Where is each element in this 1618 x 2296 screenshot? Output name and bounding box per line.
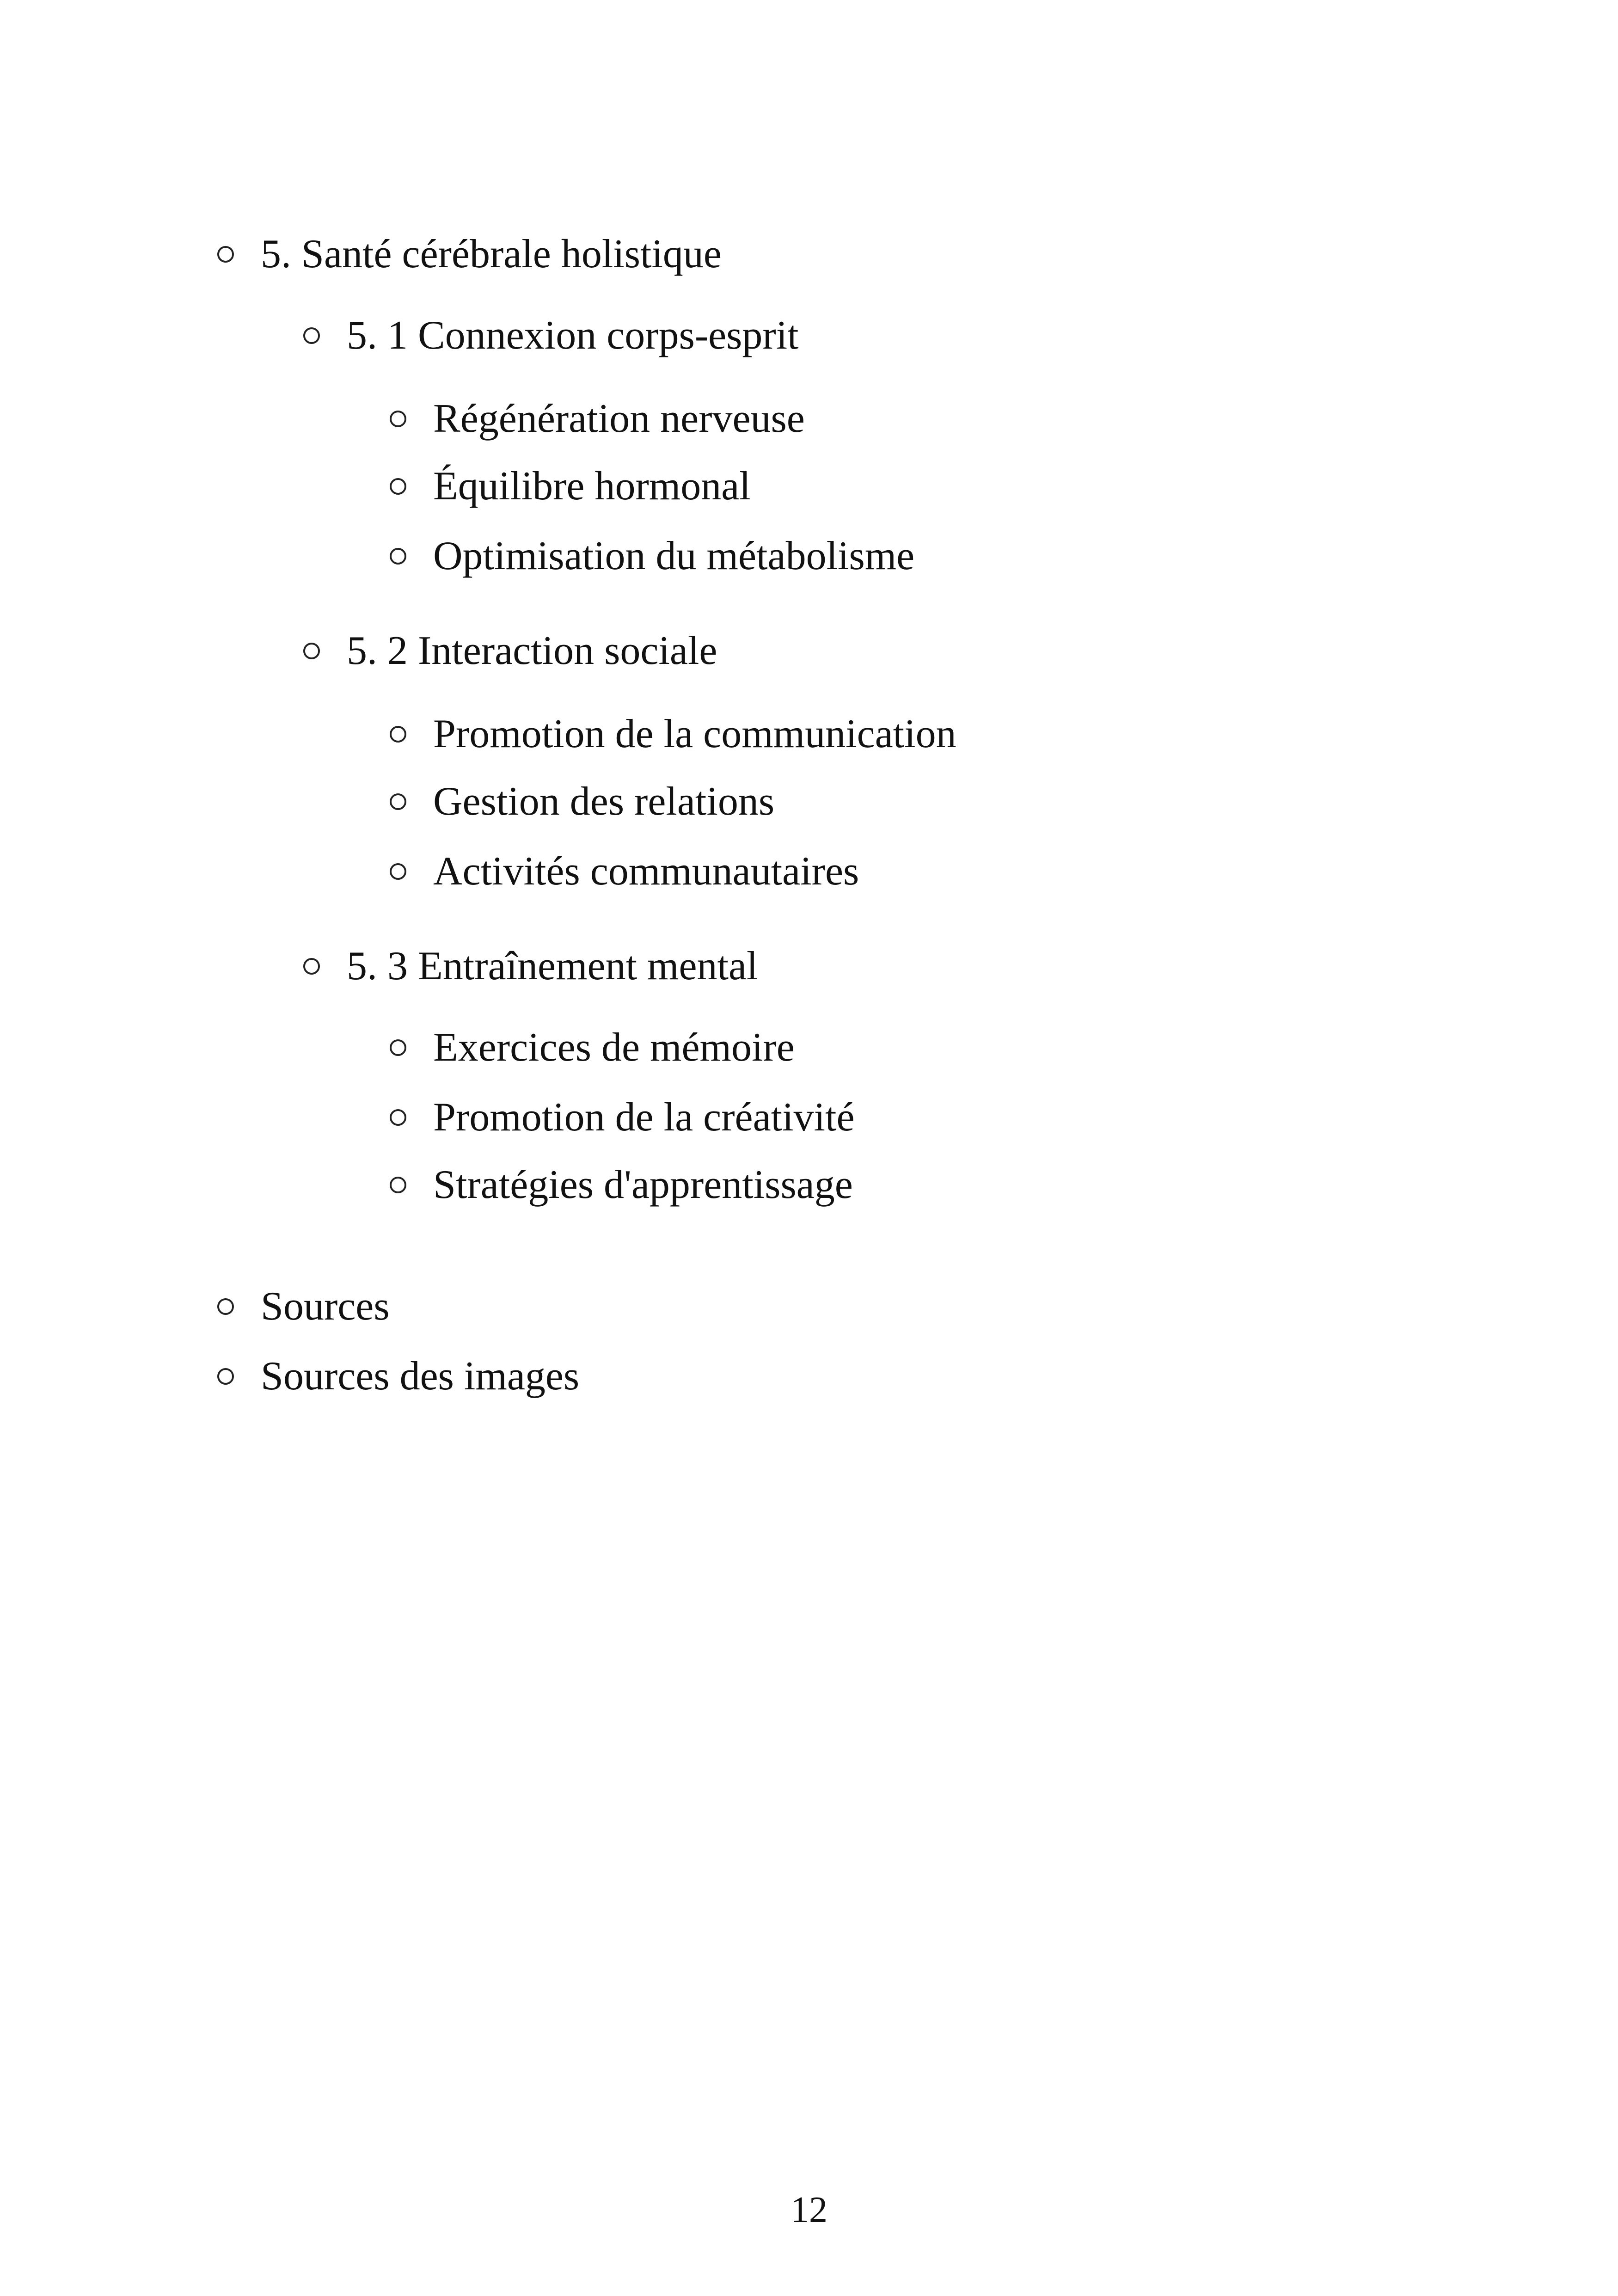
toc-item <box>390 1097 855 1138</box>
circle-bullet-icon <box>217 1298 234 1315</box>
circle-bullet-icon <box>303 958 320 975</box>
toc-item-label: 5. Santé cérébrale holistique <box>261 232 722 276</box>
toc-item-section-5-1 <box>303 315 799 356</box>
circle-bullet-icon <box>390 478 406 495</box>
toc-item-label: Exercices de mémoire <box>433 1025 795 1070</box>
toc-item <box>390 396 805 441</box>
circle-bullet-icon <box>390 1177 406 1193</box>
toc-item-label: 5. 1 Connexion corps-esprit <box>347 313 799 358</box>
toc-item-label: Activités communautaires <box>433 849 859 894</box>
circle-bullet-icon <box>390 726 406 743</box>
toc-item <box>390 781 774 822</box>
toc-item-label: Stratégies d'apprentissage <box>433 1162 853 1207</box>
toc-item-label: Promotion de la communication <box>433 712 956 756</box>
toc-item-section-5 <box>217 234 722 275</box>
toc-item <box>390 851 859 892</box>
toc-item-section-5-3 <box>303 946 758 987</box>
circle-bullet-icon <box>217 1368 234 1385</box>
circle-bullet-icon <box>390 793 406 810</box>
circle-bullet-icon <box>390 1039 406 1056</box>
toc-item-label: Équilibre hormonal <box>433 464 751 509</box>
page-number: 12 <box>791 2190 827 2230</box>
toc-item-section-5-2 <box>303 628 717 673</box>
toc-item-label: Sources des images <box>261 1354 580 1399</box>
circle-bullet-icon <box>303 643 320 659</box>
toc-item <box>390 714 956 755</box>
toc-item-label: Optimisation du métabolisme <box>433 534 915 578</box>
toc-item <box>390 466 751 507</box>
toc-item-sources <box>217 1286 390 1327</box>
circle-bullet-icon <box>390 548 406 565</box>
toc-item <box>390 1027 795 1068</box>
toc-item <box>390 536 914 577</box>
toc-item-label: Régénération nerveuse <box>433 396 805 441</box>
toc-item-label: 5. 3 Entraînement mental <box>347 944 758 988</box>
toc-item-label: Sources <box>261 1284 390 1329</box>
toc-item-label: Promotion de la créativité <box>433 1095 855 1140</box>
toc-item-label: 5. 2 Interaction sociale <box>347 628 717 673</box>
toc-item-image-sources <box>217 1356 579 1397</box>
circle-bullet-icon <box>390 411 406 427</box>
toc-item <box>390 1162 853 1207</box>
toc-item-label: Gestion des relations <box>433 779 775 824</box>
circle-bullet-icon <box>390 863 406 880</box>
circle-bullet-icon <box>390 1109 406 1126</box>
circle-bullet-icon <box>217 246 234 263</box>
circle-bullet-icon <box>303 327 320 344</box>
